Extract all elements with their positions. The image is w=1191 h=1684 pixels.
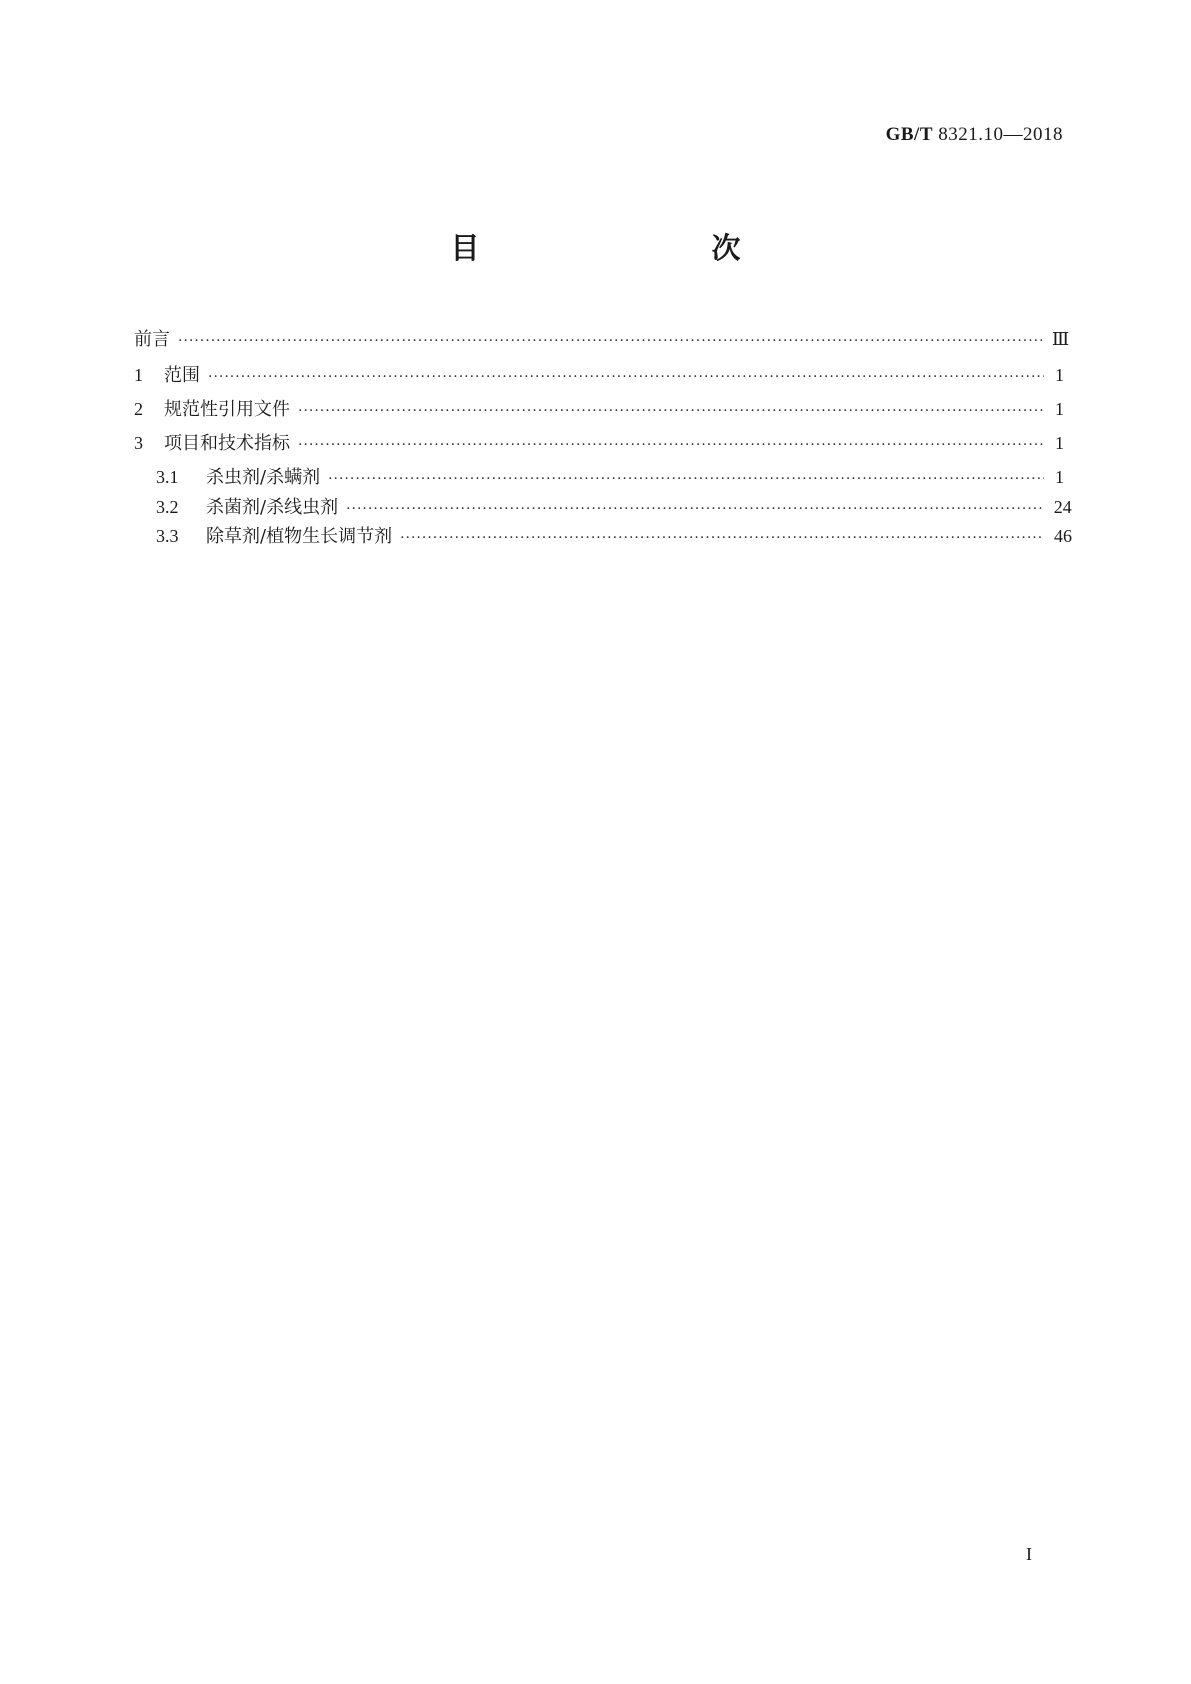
toc-entry-number: 1 (134, 365, 143, 385)
toc-leader-dots (328, 466, 1044, 492)
toc-entry-page: Ⅲ (1051, 329, 1070, 349)
toc-entry-page: 24 (1053, 497, 1072, 517)
standard-number: 8321.10—2018 (938, 124, 1063, 145)
toc-leader-dots (298, 432, 1044, 458)
toc-leader-dots (400, 525, 1044, 551)
toc-entry-page: 1 (1055, 399, 1064, 419)
toc-entry-insecticides[interactable] (134, 464, 1064, 490)
toc-entry-label: 规范性引用文件 (164, 399, 290, 420)
toc-entry-page: 1 (1055, 365, 1064, 385)
toc-entry-herbicides[interactable] (134, 523, 1072, 549)
page-title: 目 次 (450, 231, 799, 265)
toc-entry-number: 2 (134, 399, 143, 419)
toc-entry-number: 3 (134, 433, 143, 453)
toc-entry-label: 杀菌剂/杀线虫剂 (206, 497, 339, 518)
toc-leader-dots (346, 496, 1044, 522)
toc-entry-fungicides[interactable] (134, 494, 1072, 520)
toc-entry-number: 3.3 (156, 526, 179, 546)
toc-leader-dots (298, 398, 1044, 424)
toc-entry-normative-references[interactable] (134, 396, 1064, 422)
standard-code (886, 124, 1063, 146)
toc-entry-foreword[interactable] (134, 326, 1070, 352)
toc-entry-label: 项目和技术指标 (164, 433, 290, 454)
toc-entry-page: 1 (1055, 467, 1064, 487)
toc-entry-scope[interactable] (134, 362, 1064, 388)
standard-prefix: GB/T (885, 124, 933, 145)
toc-entry-page: 1 (1055, 433, 1064, 453)
toc-entry-label: 杀虫剂/杀螨剂 (206, 467, 321, 488)
toc-leader-dots (178, 328, 1042, 354)
toc-entry-label: 前言 (134, 329, 170, 350)
toc-entry-number: 3.2 (156, 497, 179, 517)
toc-entry-label: 除草剂/植物生长调节剂 (206, 526, 393, 547)
toc-entry-page: 46 (1054, 526, 1072, 546)
toc-entry-number: 3.1 (156, 467, 179, 487)
toc-entry-label: 范围 (164, 365, 200, 386)
toc-leader-dots (208, 364, 1044, 390)
toc-entry-items-and-specs[interactable] (134, 430, 1064, 456)
page-number: I (1026, 1544, 1032, 1564)
